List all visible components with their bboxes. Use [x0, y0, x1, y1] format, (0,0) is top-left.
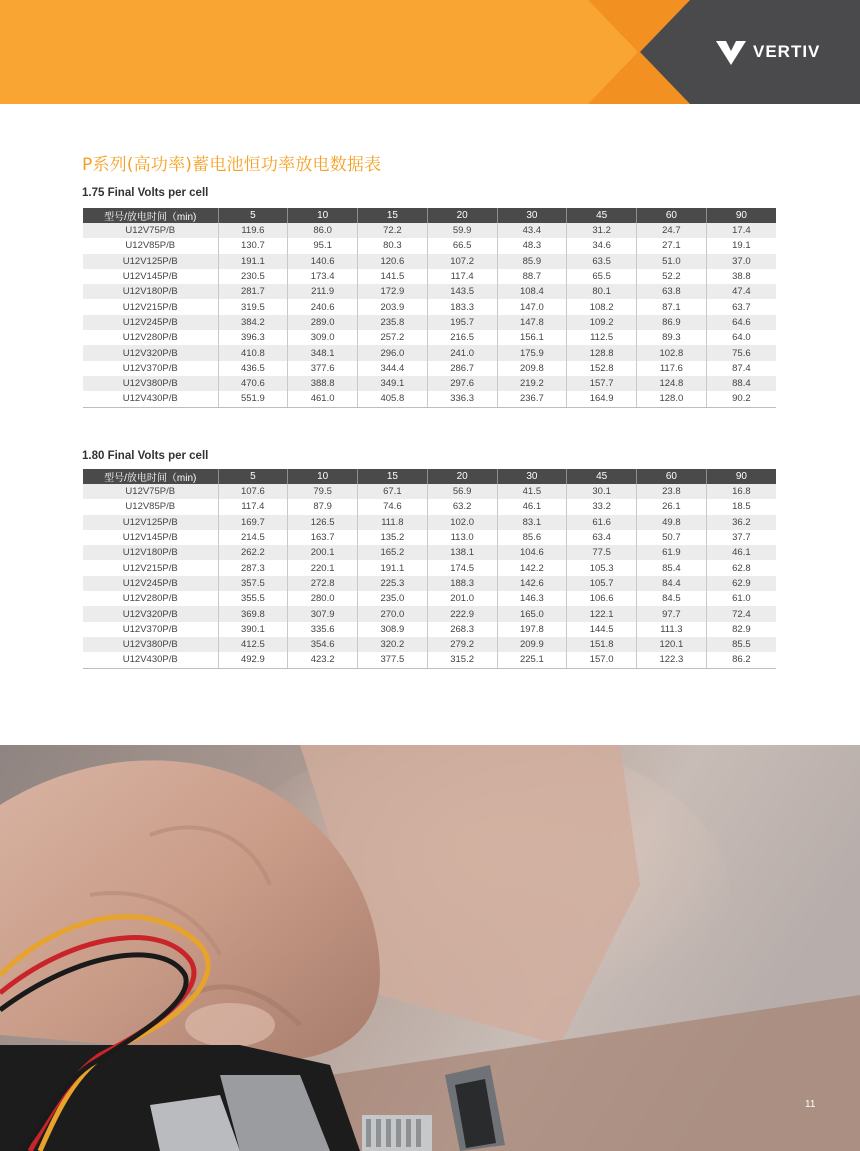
table-body: [83, 484, 776, 668]
column-header: 60: [637, 469, 707, 484]
table-row: [83, 269, 776, 284]
value-cell: 355.5: [218, 591, 288, 606]
value-cell: 240.6: [288, 299, 358, 314]
value-cell: 262.2: [218, 545, 288, 560]
value-cell: 135.2: [358, 530, 428, 545]
model-cell: U12V75P/B: [83, 223, 218, 238]
value-cell: 48.3: [497, 238, 567, 253]
value-cell: 344.4: [358, 361, 428, 376]
value-cell: 268.3: [427, 622, 497, 637]
value-cell: 405.8: [358, 391, 428, 407]
value-cell: 122.3: [637, 652, 707, 668]
column-header: 20: [427, 469, 497, 484]
value-cell: 461.0: [288, 391, 358, 407]
value-cell: 225.1: [497, 652, 567, 668]
value-cell: 46.1: [706, 545, 776, 560]
value-cell: 335.6: [288, 622, 358, 637]
value-cell: 64.6: [706, 315, 776, 330]
value-cell: 470.6: [218, 376, 288, 391]
column-header: 15: [358, 208, 428, 223]
value-cell: 175.9: [497, 345, 567, 360]
value-cell: 319.5: [218, 299, 288, 314]
value-cell: 164.9: [567, 391, 637, 407]
value-cell: 102.8: [637, 345, 707, 360]
table-row: [83, 238, 776, 253]
value-cell: 165.2: [358, 545, 428, 560]
table-row: [83, 361, 776, 376]
value-cell: 120.6: [358, 254, 428, 269]
value-cell: 19.1: [706, 238, 776, 253]
value-cell: 67.1: [358, 484, 428, 499]
table-row: [83, 391, 776, 407]
value-cell: 97.7: [637, 606, 707, 621]
photo-illustration: [0, 745, 860, 1151]
value-cell: 211.9: [288, 284, 358, 299]
value-cell: 141.5: [358, 269, 428, 284]
value-cell: 143.5: [427, 284, 497, 299]
value-cell: 272.8: [288, 576, 358, 591]
model-cell: U12V280P/B: [83, 330, 218, 345]
column-header: 10: [288, 208, 358, 223]
model-cell: U12V145P/B: [83, 269, 218, 284]
value-cell: 112.5: [567, 330, 637, 345]
value-cell: 61.0: [706, 591, 776, 606]
value-cell: 85.6: [497, 530, 567, 545]
column-header: 15: [358, 469, 428, 484]
value-cell: 225.3: [358, 576, 428, 591]
value-cell: 88.4: [706, 376, 776, 391]
value-cell: 222.9: [427, 606, 497, 621]
table-header-row: [83, 469, 776, 484]
column-header: 10: [288, 469, 358, 484]
model-cell: U12V370P/B: [83, 622, 218, 637]
table-row: [83, 652, 776, 668]
value-cell: 279.2: [427, 637, 497, 652]
value-cell: 84.5: [637, 591, 707, 606]
value-cell: 412.5: [218, 637, 288, 652]
value-cell: 87.9: [288, 499, 358, 514]
value-cell: 59.9: [427, 223, 497, 238]
model-cell: U12V215P/B: [83, 299, 218, 314]
value-cell: 270.0: [358, 606, 428, 621]
value-cell: 105.3: [567, 560, 637, 575]
header-band: [0, 0, 860, 104]
table-header-row: [83, 208, 776, 223]
table-row: [83, 545, 776, 560]
table-row: [83, 499, 776, 514]
value-cell: 174.5: [427, 560, 497, 575]
value-cell: 27.1: [637, 238, 707, 253]
model-cell: U12V85P/B: [83, 238, 218, 253]
value-cell: 128.8: [567, 345, 637, 360]
value-cell: 107.2: [427, 254, 497, 269]
value-cell: 86.0: [288, 223, 358, 238]
value-cell: 320.2: [358, 637, 428, 652]
value-cell: 74.6: [358, 499, 428, 514]
value-cell: 34.6: [567, 238, 637, 253]
value-cell: 62.9: [706, 576, 776, 591]
value-cell: 106.6: [567, 591, 637, 606]
value-cell: 117.6: [637, 361, 707, 376]
brand-name: VERTIV: [753, 42, 821, 61]
table-row: [83, 606, 776, 621]
value-cell: 85.5: [706, 637, 776, 652]
value-cell: 308.9: [358, 622, 428, 637]
value-cell: 80.3: [358, 238, 428, 253]
value-cell: 315.2: [427, 652, 497, 668]
value-cell: 108.2: [567, 299, 637, 314]
value-cell: 142.6: [497, 576, 567, 591]
value-cell: 85.9: [497, 254, 567, 269]
value-cell: 336.3: [427, 391, 497, 407]
column-header: 20: [427, 208, 497, 223]
value-cell: 56.9: [427, 484, 497, 499]
value-cell: 26.1: [637, 499, 707, 514]
value-cell: 47.4: [706, 284, 776, 299]
value-cell: 349.1: [358, 376, 428, 391]
value-cell: 63.5: [567, 254, 637, 269]
value-cell: 61.6: [567, 515, 637, 530]
value-cell: 120.1: [637, 637, 707, 652]
value-cell: 410.8: [218, 345, 288, 360]
value-cell: 390.1: [218, 622, 288, 637]
model-cell: U12V125P/B: [83, 254, 218, 269]
value-cell: 183.3: [427, 299, 497, 314]
value-cell: 147.0: [497, 299, 567, 314]
value-cell: 105.7: [567, 576, 637, 591]
model-cell: U12V280P/B: [83, 591, 218, 606]
value-cell: 63.4: [567, 530, 637, 545]
value-cell: 354.6: [288, 637, 358, 652]
value-cell: 287.3: [218, 560, 288, 575]
value-cell: 63.8: [637, 284, 707, 299]
table-row: [83, 560, 776, 575]
column-header: 45: [567, 208, 637, 223]
table-row: [83, 591, 776, 606]
value-cell: 85.4: [637, 560, 707, 575]
value-cell: 214.5: [218, 530, 288, 545]
value-cell: 49.8: [637, 515, 707, 530]
value-cell: 113.0: [427, 530, 497, 545]
model-cell: U12V180P/B: [83, 545, 218, 560]
value-cell: 235.8: [358, 315, 428, 330]
value-cell: 84.4: [637, 576, 707, 591]
table-row: [83, 315, 776, 330]
model-cell: U12V125P/B: [83, 515, 218, 530]
value-cell: 157.7: [567, 376, 637, 391]
column-header: 30: [497, 469, 567, 484]
value-cell: 65.5: [567, 269, 637, 284]
value-cell: 107.6: [218, 484, 288, 499]
column-header: 60: [637, 208, 707, 223]
value-cell: 82.9: [706, 622, 776, 637]
value-cell: 209.9: [497, 637, 567, 652]
value-cell: 209.8: [497, 361, 567, 376]
value-cell: 157.0: [567, 652, 637, 668]
page-title: P系列(高功率)蓄电池恒功率放电数据表: [82, 155, 382, 175]
value-cell: 46.1: [497, 499, 567, 514]
value-cell: 297.6: [427, 376, 497, 391]
value-cell: 77.5: [567, 545, 637, 560]
value-cell: 436.5: [218, 361, 288, 376]
table-body: [83, 223, 776, 407]
value-cell: 369.8: [218, 606, 288, 621]
model-cell: U12V320P/B: [83, 606, 218, 621]
value-cell: 388.8: [288, 376, 358, 391]
value-cell: 51.0: [637, 254, 707, 269]
model-cell: U12V215P/B: [83, 560, 218, 575]
table-row: [83, 299, 776, 314]
value-cell: 551.9: [218, 391, 288, 407]
model-cell: U12V320P/B: [83, 345, 218, 360]
value-cell: 61.9: [637, 545, 707, 560]
value-cell: 219.2: [497, 376, 567, 391]
value-cell: 188.3: [427, 576, 497, 591]
table-row: [83, 284, 776, 299]
value-cell: 195.7: [427, 315, 497, 330]
value-cell: 142.2: [497, 560, 567, 575]
model-cell: U12V85P/B: [83, 499, 218, 514]
value-cell: 18.5: [706, 499, 776, 514]
value-cell: 63.2: [427, 499, 497, 514]
model-cell: U12V430P/B: [83, 652, 218, 668]
model-cell: U12V430P/B: [83, 391, 218, 407]
value-cell: 33.2: [567, 499, 637, 514]
model-cell: U12V145P/B: [83, 530, 218, 545]
value-cell: 286.7: [427, 361, 497, 376]
value-cell: 230.5: [218, 269, 288, 284]
value-cell: 138.1: [427, 545, 497, 560]
value-cell: 64.0: [706, 330, 776, 345]
value-cell: 63.7: [706, 299, 776, 314]
value-cell: 216.5: [427, 330, 497, 345]
value-cell: 86.9: [637, 315, 707, 330]
value-cell: 83.1: [497, 515, 567, 530]
value-cell: 289.0: [288, 315, 358, 330]
table-row: [83, 376, 776, 391]
table-row: [83, 345, 776, 360]
value-cell: 126.5: [288, 515, 358, 530]
value-cell: 117.4: [218, 499, 288, 514]
model-cell: U12V380P/B: [83, 376, 218, 391]
value-cell: 203.9: [358, 299, 428, 314]
value-cell: 104.6: [497, 545, 567, 560]
value-cell: 147.8: [497, 315, 567, 330]
value-cell: 130.7: [218, 238, 288, 253]
table-row: [83, 223, 776, 238]
value-cell: 191.1: [358, 560, 428, 575]
value-cell: 30.1: [567, 484, 637, 499]
value-cell: 173.4: [288, 269, 358, 284]
value-cell: 52.2: [637, 269, 707, 284]
value-cell: 197.8: [497, 622, 567, 637]
value-cell: 124.8: [637, 376, 707, 391]
hands-on-fan-photo: [0, 745, 860, 1151]
page-number: 11: [805, 1099, 816, 1110]
value-cell: 146.3: [497, 591, 567, 606]
column-header: 45: [567, 469, 637, 484]
value-cell: 24.7: [637, 223, 707, 238]
column-header: 型号/放电时间（min): [83, 208, 218, 223]
value-cell: 89.3: [637, 330, 707, 345]
table-row: [83, 484, 776, 499]
value-cell: 357.5: [218, 576, 288, 591]
column-header: 30: [497, 208, 567, 223]
value-cell: 235.0: [358, 591, 428, 606]
value-cell: 241.0: [427, 345, 497, 360]
value-cell: 122.1: [567, 606, 637, 621]
value-cell: 257.2: [358, 330, 428, 345]
value-cell: 109.2: [567, 315, 637, 330]
table-row: [83, 254, 776, 269]
table-row: [83, 622, 776, 637]
value-cell: 16.8: [706, 484, 776, 499]
value-cell: 280.0: [288, 591, 358, 606]
value-cell: 95.1: [288, 238, 358, 253]
value-cell: 309.0: [288, 330, 358, 345]
value-cell: 86.2: [706, 652, 776, 668]
value-cell: 36.2: [706, 515, 776, 530]
value-cell: 236.7: [497, 391, 567, 407]
value-cell: 72.2: [358, 223, 428, 238]
value-cell: 151.8: [567, 637, 637, 652]
column-header: 90: [706, 469, 776, 484]
model-cell: U12V370P/B: [83, 361, 218, 376]
value-cell: 163.7: [288, 530, 358, 545]
value-cell: 111.8: [358, 515, 428, 530]
value-cell: 43.4: [497, 223, 567, 238]
value-cell: 87.1: [637, 299, 707, 314]
column-header: 5: [218, 469, 288, 484]
value-cell: 62.8: [706, 560, 776, 575]
value-cell: 111.3: [637, 622, 707, 637]
vertiv-mark-icon: [716, 39, 746, 65]
value-cell: 102.0: [427, 515, 497, 530]
value-cell: 144.5: [567, 622, 637, 637]
value-cell: 169.7: [218, 515, 288, 530]
model-cell: U12V180P/B: [83, 284, 218, 299]
value-cell: 423.2: [288, 652, 358, 668]
section-title-180: 1.80 Final Volts per cell: [82, 450, 209, 462]
value-cell: 119.6: [218, 223, 288, 238]
value-cell: 191.1: [218, 254, 288, 269]
table-row: [83, 576, 776, 591]
column-header: 型号/放电时间（min): [83, 469, 218, 484]
value-cell: 88.7: [497, 269, 567, 284]
value-cell: 296.0: [358, 345, 428, 360]
value-cell: 37.0: [706, 254, 776, 269]
value-cell: 117.4: [427, 269, 497, 284]
value-cell: 128.0: [637, 391, 707, 407]
model-cell: U12V380P/B: [83, 637, 218, 652]
value-cell: 108.4: [497, 284, 567, 299]
value-cell: 396.3: [218, 330, 288, 345]
value-cell: 79.5: [288, 484, 358, 499]
value-cell: 307.9: [288, 606, 358, 621]
value-cell: 377.5: [358, 652, 428, 668]
value-cell: 156.1: [497, 330, 567, 345]
value-cell: 80.1: [567, 284, 637, 299]
value-cell: 75.6: [706, 345, 776, 360]
value-cell: 220.1: [288, 560, 358, 575]
value-cell: 165.0: [497, 606, 567, 621]
table-row: [83, 530, 776, 545]
value-cell: 377.6: [288, 361, 358, 376]
discharge-table-175: [83, 208, 776, 408]
section-title-175: 1.75 Final Volts per cell: [82, 187, 209, 199]
value-cell: 90.2: [706, 391, 776, 407]
value-cell: 384.2: [218, 315, 288, 330]
value-cell: 17.4: [706, 223, 776, 238]
value-cell: 50.7: [637, 530, 707, 545]
value-cell: 38.8: [706, 269, 776, 284]
value-cell: 281.7: [218, 284, 288, 299]
model-cell: U12V245P/B: [83, 315, 218, 330]
value-cell: 87.4: [706, 361, 776, 376]
value-cell: 201.0: [427, 591, 497, 606]
value-cell: 72.4: [706, 606, 776, 621]
column-header: 90: [706, 208, 776, 223]
value-cell: 41.5: [497, 484, 567, 499]
value-cell: 37.7: [706, 530, 776, 545]
vertiv-logo: [716, 36, 820, 68]
model-cell: U12V245P/B: [83, 576, 218, 591]
value-cell: 492.9: [218, 652, 288, 668]
table-row: [83, 330, 776, 345]
value-cell: 140.6: [288, 254, 358, 269]
value-cell: 23.8: [637, 484, 707, 499]
value-cell: 200.1: [288, 545, 358, 560]
column-header: 5: [218, 208, 288, 223]
discharge-table-180: [83, 469, 776, 669]
value-cell: 172.9: [358, 284, 428, 299]
value-cell: 31.2: [567, 223, 637, 238]
table-row: [83, 637, 776, 652]
table-row: [83, 515, 776, 530]
model-cell: U12V75P/B: [83, 484, 218, 499]
value-cell: 348.1: [288, 345, 358, 360]
value-cell: 152.8: [567, 361, 637, 376]
value-cell: 66.5: [427, 238, 497, 253]
